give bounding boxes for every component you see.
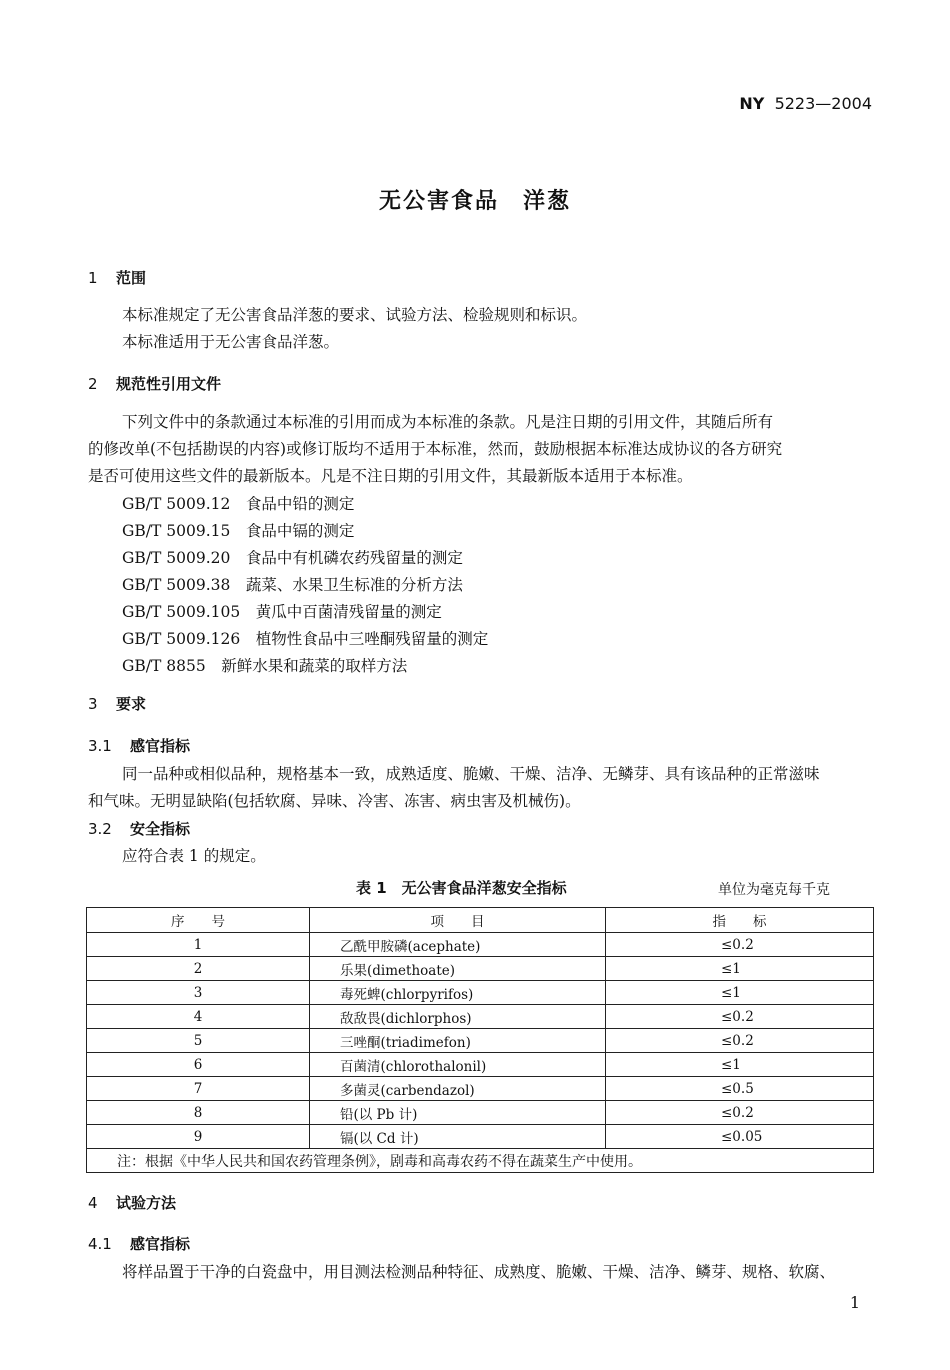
column-header-serial: 序 号 bbox=[87, 908, 310, 933]
table-row bbox=[87, 1053, 874, 1077]
cell-limit: ≤0.2 bbox=[606, 933, 874, 957]
section-2-heading bbox=[88, 373, 221, 394]
table-row bbox=[87, 1125, 874, 1149]
cell-item: 铅(以 Pb 计) bbox=[310, 1101, 606, 1125]
table-row bbox=[87, 1005, 874, 1029]
cell-serial: 7 bbox=[87, 1077, 310, 1101]
cell-item: 乐果(dimethoate) bbox=[310, 957, 606, 981]
table-row bbox=[87, 1101, 874, 1125]
column-header-limit: 指 标 bbox=[606, 908, 874, 933]
table-note: 注：根据《中华人民共和国农药管理条例》，剧毒和高毒农药不得在蔬菜生产中使用。 bbox=[87, 1149, 874, 1173]
table-row bbox=[87, 981, 874, 1005]
section-1-heading bbox=[88, 267, 146, 288]
table-row bbox=[87, 1029, 874, 1053]
section-number: 2 bbox=[88, 375, 98, 393]
reference-item: GB/T 5009.38 蔬菜、水果卫生标准的分析方法 bbox=[122, 576, 463, 594]
section-number: 1 bbox=[88, 269, 98, 287]
safety-index-table bbox=[86, 907, 874, 1173]
table-row bbox=[87, 957, 874, 981]
section-4-heading bbox=[88, 1192, 176, 1213]
cell-item: 毒死蜱(chlorpyrifos) bbox=[310, 981, 606, 1005]
section-title: 试验方法 bbox=[116, 1194, 177, 1212]
cell-serial: 3 bbox=[87, 981, 310, 1005]
table-caption: 表 1 无公害食品洋葱安全指标 bbox=[356, 879, 567, 897]
cell-limit: ≤1 bbox=[606, 1053, 874, 1077]
section-title: 规范性引用文件 bbox=[116, 375, 222, 393]
subsection-number: 3.2 bbox=[88, 820, 112, 838]
subsection-title: 感官指标 bbox=[130, 737, 191, 755]
table-unit: 单位为毫克每千克 bbox=[718, 882, 830, 898]
cell-limit: ≤0.05 bbox=[606, 1125, 874, 1149]
cell-limit: ≤1 bbox=[606, 957, 874, 981]
reference-item: GB/T 5009.20 食品中有机磷农药残留量的测定 bbox=[122, 549, 463, 567]
table-row bbox=[87, 933, 874, 957]
cell-serial: 1 bbox=[87, 933, 310, 957]
subsection-3-2-heading bbox=[88, 818, 190, 839]
section-number: 4 bbox=[88, 1194, 98, 1212]
cell-item: 乙酰甲胺磷(acephate) bbox=[310, 933, 606, 957]
table-row bbox=[87, 1077, 874, 1101]
cell-item: 镉(以 Cd 计) bbox=[310, 1125, 606, 1149]
section-title: 范围 bbox=[116, 269, 147, 287]
cell-limit: ≤0.2 bbox=[606, 1029, 874, 1053]
cell-item: 敌敌畏(dichlorphos) bbox=[310, 1005, 606, 1029]
standard-number bbox=[739, 94, 872, 113]
cell-limit: ≤0.2 bbox=[606, 1101, 874, 1125]
cell-serial: 5 bbox=[87, 1029, 310, 1053]
cell-item: 三唑酮(triadimefon) bbox=[310, 1029, 606, 1053]
cell-limit: ≤0.5 bbox=[606, 1077, 874, 1101]
reference-item: GB/T 5009.15 食品中镉的测定 bbox=[122, 522, 355, 540]
paragraph-line: 将样品置于干净的白瓷盘中，用目测法检测品种特征、成熟度、脆嫩、干燥、洁净、鳞芽、规格、软腐、 bbox=[122, 1263, 836, 1281]
table-note-row bbox=[87, 1149, 874, 1173]
reference-item: GB/T 8855 新鲜水果和蔬菜的取样方法 bbox=[122, 657, 408, 675]
cell-serial: 9 bbox=[87, 1125, 310, 1149]
page-title: 无公害食品 洋葱 bbox=[378, 189, 571, 214]
section-number: 3 bbox=[88, 695, 98, 713]
paragraph-line: 是否可使用这些文件的最新版本。凡是不注日期的引用文件，其最新版本适用于本标准。 bbox=[88, 467, 693, 485]
reference-item: GB/T 5009.105 黄瓜中百菌清残留量的测定 bbox=[122, 603, 442, 621]
cell-serial: 8 bbox=[87, 1101, 310, 1125]
paragraph: 应符合表 1 的规定。 bbox=[122, 847, 266, 865]
subsection-4-1-heading bbox=[88, 1233, 190, 1254]
cell-serial: 2 bbox=[87, 957, 310, 981]
reference-item: GB/T 5009.12 食品中铅的测定 bbox=[122, 495, 355, 513]
subsection-number: 3.1 bbox=[88, 737, 112, 755]
paragraph: 本标准适用于无公害食品洋葱。 bbox=[122, 333, 340, 351]
reference-item: GB/T 5009.126 植物性食品中三唑酮残留量的测定 bbox=[122, 630, 489, 648]
page-number: 1 bbox=[849, 1293, 860, 1312]
cell-item: 多菌灵(carbendazol) bbox=[310, 1077, 606, 1101]
paragraph-line: 同一品种或相似品种，规格基本一致，成熟适度、脆嫩、干燥、洁净、无鳞芽、具有该品种的正常滋味 bbox=[122, 765, 820, 783]
cell-serial: 6 bbox=[87, 1053, 310, 1077]
cell-limit: ≤1 bbox=[606, 981, 874, 1005]
cell-item: 百菌清(chlorothalonil) bbox=[310, 1053, 606, 1077]
cell-serial: 4 bbox=[87, 1005, 310, 1029]
paragraph: 本标准规定了无公害食品洋葱的要求、试验方法、检验规则和标识。 bbox=[122, 306, 588, 324]
column-header-item: 项 目 bbox=[310, 908, 606, 933]
section-3-heading bbox=[88, 693, 146, 714]
subsection-number: 4.1 bbox=[88, 1235, 112, 1253]
subsection-title: 安全指标 bbox=[130, 820, 191, 838]
subsection-title: 感官指标 bbox=[130, 1235, 191, 1253]
standard-prefix: NY bbox=[739, 94, 765, 113]
standard-code: 5223—2004 bbox=[774, 94, 872, 113]
paragraph-line: 和气味。无明显缺陷(包括软腐、异味、冷害、冻害、病虫害及机械伤)。 bbox=[88, 792, 581, 810]
section-title: 要求 bbox=[116, 695, 147, 713]
paragraph-line: 的修改单(不包括勘误的内容)或修订版均不适用于本标准，然而，鼓励根据本标准达成协议的各方研究 bbox=[88, 440, 783, 458]
table-header-row bbox=[87, 908, 874, 933]
cell-limit: ≤0.2 bbox=[606, 1005, 874, 1029]
paragraph-line: 下列文件中的条款通过本标准的引用而成为本标准的条款。凡是注日期的引用文件，其随后所有 bbox=[122, 413, 774, 431]
subsection-3-1-heading bbox=[88, 735, 190, 756]
